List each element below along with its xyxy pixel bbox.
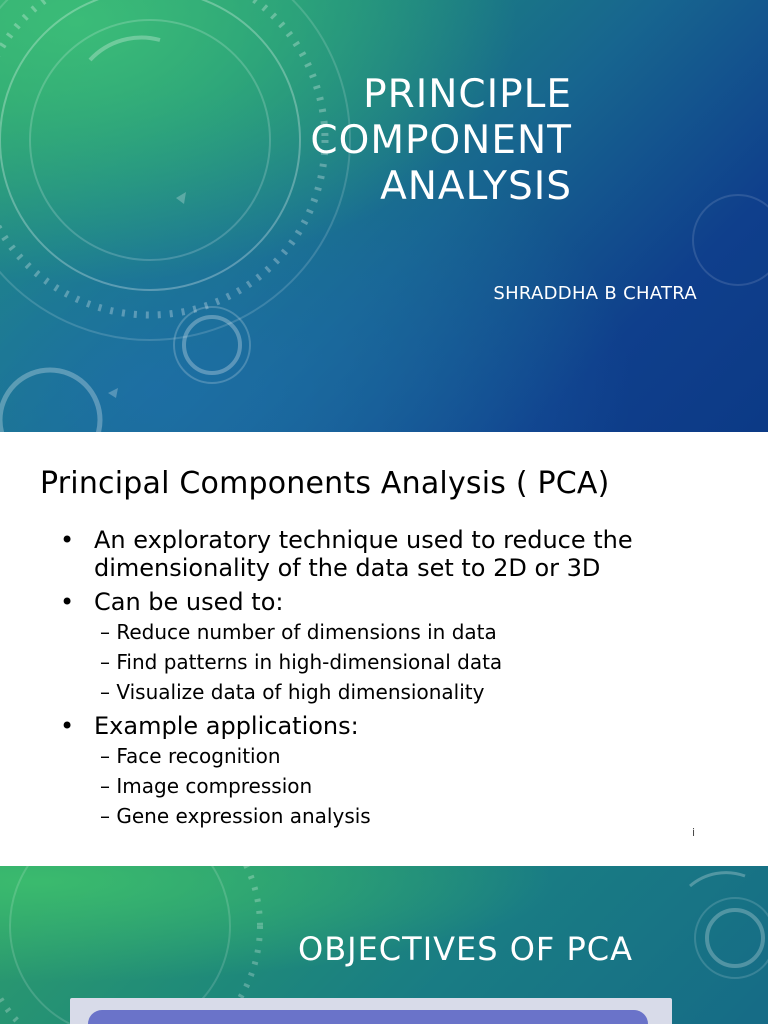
title-line-1: PRINCIPLE xyxy=(363,72,572,117)
title-line-3: ANALYSIS xyxy=(380,164,572,209)
title-slide xyxy=(0,0,768,432)
bullet-dot: • xyxy=(60,588,75,616)
sub-list-item: – Find patterns in high-dimensional data xyxy=(100,650,503,674)
presentation-title xyxy=(310,72,572,210)
title-line-2: COMPONENT xyxy=(310,118,572,163)
sub-list-item: – Gene expression analysis xyxy=(100,804,371,828)
page-number: i xyxy=(692,826,696,839)
objectives-title: OBJECTIVES OF PCA xyxy=(298,930,634,968)
sub-list-item: – Face recognition xyxy=(100,744,281,768)
sub-list-item: – Reduce number of dimensions in data xyxy=(100,620,497,644)
sub-list-item: – Visualize data of high dimensionality xyxy=(100,680,485,704)
author-name: SHRADDHA B CHATRA xyxy=(493,283,697,304)
bullet-text: Example applications: xyxy=(94,712,359,740)
bullet-text: An exploratory technique used to reduce the xyxy=(94,526,633,554)
content-panel xyxy=(70,998,672,1024)
content-panel-header xyxy=(88,1010,648,1024)
sub-list-item: – Image compression xyxy=(100,774,313,798)
bullet-text: Can be used to: xyxy=(94,588,284,616)
bullet-dot: • xyxy=(60,712,75,740)
bullet-text: dimensionality of the data set to 2D or 3D xyxy=(94,554,601,582)
slide-heading: Principal Components Analysis ( PCA) xyxy=(40,466,610,501)
bullet-dot: • xyxy=(60,526,75,554)
objectives-slide xyxy=(0,866,768,1024)
decorative-dial-graphics xyxy=(0,0,768,432)
